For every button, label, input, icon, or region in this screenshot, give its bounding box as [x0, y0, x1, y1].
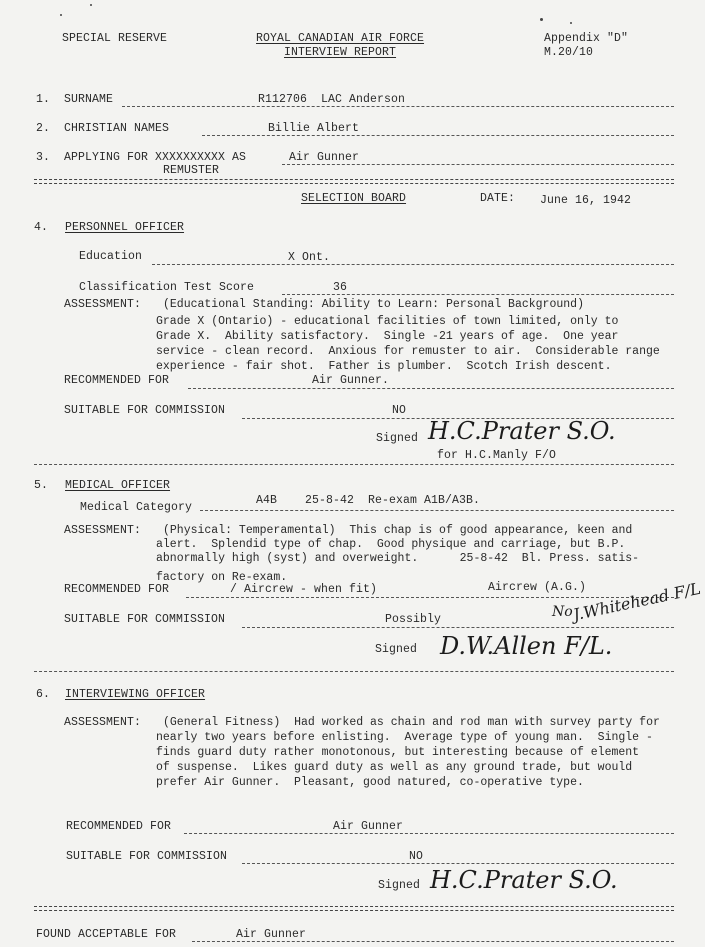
signed-label: Signed: [378, 879, 421, 892]
special-reserve-label: SPECIAL RESERVE: [62, 32, 168, 45]
surname-label: SURNAME: [64, 93, 114, 106]
assessment-line: prefer Air Gunner. Pleasant, good natured, co-operative type.: [156, 776, 584, 789]
found-acceptable-label: FOUND ACCEPTABLE FOR: [36, 928, 177, 941]
assessment-line: Grade X (Ontario) - educational facilities of town limited, only to: [156, 315, 619, 328]
signature: H.C.Prater S.O.: [430, 866, 618, 894]
commission-label: SUITABLE FOR COMMISSION: [66, 850, 228, 863]
section-number: 6.: [36, 688, 51, 701]
field-number: 1.: [36, 93, 51, 106]
assessment-label: ASSESSMENT:: [64, 524, 142, 537]
assessment-line: nearly two years before enlisting. Average type of young man. Single -: [156, 731, 653, 744]
recommended-line: [188, 388, 674, 389]
section-number: 4.: [34, 221, 49, 234]
commission-value: NO: [392, 404, 407, 417]
signed-for: for H.C.Manly F/O: [437, 449, 557, 462]
assessment-line: factory on Re-exam.: [156, 571, 288, 584]
applying-for-label: APPLYING FOR XXXXXXXXXX AS: [64, 151, 247, 164]
commission-label: SUITABLE FOR COMMISSION: [64, 613, 226, 626]
recommended-value: Air Gunner: [333, 820, 404, 833]
medical-category-line: [200, 510, 674, 511]
medical-category-value: A4B 25-8-42 Re-exam A1B/A3B.: [256, 494, 481, 507]
recommended-label: RECOMMENDED FOR: [64, 583, 170, 596]
test-score-value: 36: [333, 281, 348, 294]
assessment-line: finds guard duty rather monotonous, but interesting because of element: [156, 746, 640, 759]
signature: D.W.Allen F/L.: [440, 632, 613, 660]
assessment-label: ASSESSMENT:: [64, 716, 142, 729]
signed-label: Signed: [376, 432, 419, 445]
document-subtitle: INTERVIEW REPORT: [284, 46, 397, 59]
recommended-label: RECOMMENDED FOR: [66, 820, 172, 833]
commission-value: NO: [409, 850, 424, 863]
assessment-line: (General Fitness) Had worked as chain and rod man with survey party for: [163, 716, 660, 729]
section-number: 5.: [34, 479, 49, 492]
paper-speck: [570, 22, 572, 24]
section-divider: [34, 464, 674, 465]
paper-speck: [540, 18, 543, 21]
assessment-line: (Educational Standing: Ability to Learn: Personal Background): [163, 298, 584, 311]
assessment-line: Grade X. Ability satisfactory. Single -21 years of age. One year: [156, 330, 619, 343]
test-score-label: Classification Test Score: [79, 281, 255, 294]
assessment-line: (Physical: Temperamental) This chap is of good appearance, keen and: [163, 524, 633, 537]
margin-signature: J.Whitehead F/L: [571, 578, 703, 625]
education-value: X Ont.: [288, 251, 331, 264]
form-number: M.20/10: [544, 46, 594, 59]
paper-speck: [60, 14, 62, 16]
commission-value: Possibly: [385, 613, 442, 626]
recommended-line: [186, 597, 674, 598]
signature: H.C.Prater S.O.: [428, 417, 616, 445]
recommended-alt-value: Aircrew (A.G.): [488, 581, 587, 594]
education-label: Education: [79, 250, 143, 263]
assessment-line: experience - fair shot. Father is plumber. Scotch Irish descent.: [156, 360, 612, 373]
section-divider: [34, 671, 674, 672]
signed-label: Signed: [375, 643, 418, 656]
commission-line: [242, 627, 674, 628]
paper-speck: [90, 4, 92, 6]
personnel-officer-heading: PERSONNEL OFFICER: [65, 221, 185, 234]
assessment-line: abnormally high (syst) and overweight. 25-8-42 Bl. Press. satis-: [156, 552, 640, 565]
assessment-line: alert. Splendid type of chap. Good physique and carriage, but B.P.: [156, 538, 626, 551]
medical-category-label: Medical Category: [80, 501, 193, 514]
assessment-label: ASSESSMENT:: [64, 298, 142, 311]
found-acceptable-value: Air Gunner: [236, 928, 307, 941]
christian-names-value: Billie Albert: [268, 122, 360, 135]
field-number: 2.: [36, 122, 51, 135]
section-divider: [34, 906, 674, 911]
christian-names-label: CHRISTIAN NAMES: [64, 122, 170, 135]
interviewing-officer-heading: INTERVIEWING OFFICER: [65, 688, 206, 701]
commission-label: SUITABLE FOR COMMISSION: [64, 404, 226, 417]
document-title: ROYAL CANADIAN AIR FORCE: [256, 32, 425, 45]
recommended-value: Air Gunner.: [312, 374, 390, 387]
assessment-line: of suspense. Likes guard duty as well as any ground trade, but would: [156, 761, 633, 774]
commission-line: [242, 863, 674, 864]
commission-alt-value: No: [552, 604, 573, 620]
field-number: 3.: [36, 151, 51, 164]
assessment-line: service - clean record. Anxious for remuster to air. Considerable range: [156, 345, 660, 358]
appendix-label: Appendix "D": [544, 32, 629, 45]
education-line: [152, 264, 674, 265]
section-divider: [34, 179, 674, 184]
surname-value: R112706 LAC Anderson: [258, 93, 406, 106]
applying-for-value: Air Gunner: [289, 151, 360, 164]
selection-board-label: SELECTION BOARD: [301, 192, 407, 205]
date-label: DATE:: [480, 192, 516, 205]
date-value: June 16, 1942: [540, 194, 632, 207]
recommended-line: [184, 833, 674, 834]
recommended-value: / Aircrew - when fit): [230, 583, 378, 596]
recommended-label: RECOMMENDED FOR: [64, 374, 170, 387]
remuster-label: REMUSTER: [163, 164, 220, 177]
medical-officer-heading: MEDICAL OFFICER: [65, 479, 171, 492]
